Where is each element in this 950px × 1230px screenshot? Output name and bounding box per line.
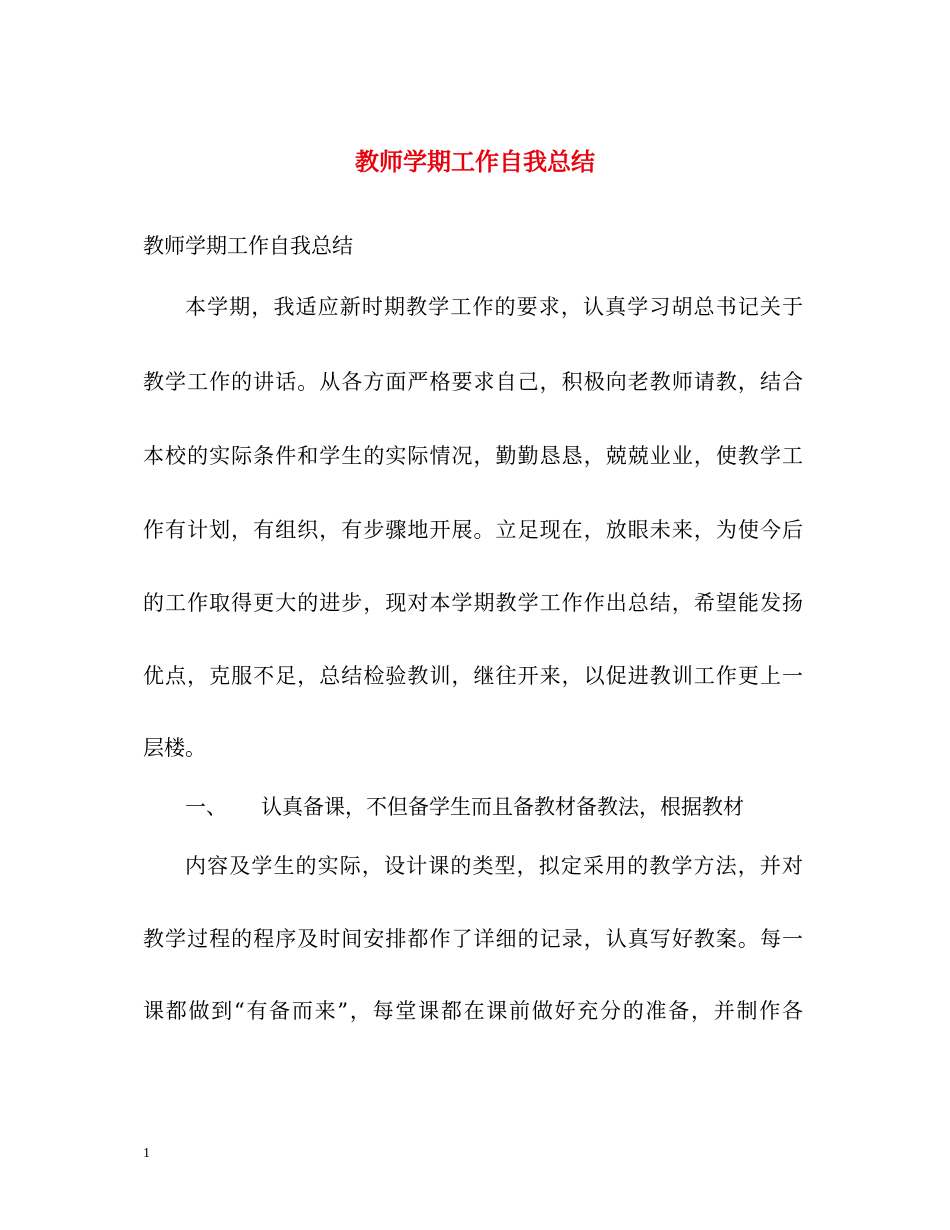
paragraph-line: 内容及学生的实际，设计课的类型，拟定采用的教学方法，并对 xyxy=(185,854,803,878)
paragraph-line: 的工作取得更大的进步，现对本学期教学工作作出总结，希望能发扬 xyxy=(143,591,803,615)
paragraph-line: 课都做到“有备而来”，每堂课都在课前做好充分的准备，并制作各 xyxy=(143,999,803,1023)
page-number: 1 xyxy=(143,1146,150,1161)
document-subtitle: 教师学期工作自我总结 xyxy=(143,234,353,258)
section-number: 一、 xyxy=(185,795,227,819)
document-title: 教师学期工作自我总结 xyxy=(355,147,595,176)
section-heading-text: 认真备课，不但备学生而且备教材备教法，根据教材 xyxy=(261,795,744,819)
paragraph-line: 作有计划，有组织，有步骤地开展。立足现在，放眼未来，为使今后 xyxy=(143,518,803,542)
paragraph-line: 教学过程的程序及时间安排都作了详细的记录，认真写好教案。每一 xyxy=(143,927,803,951)
section-heading xyxy=(185,792,803,822)
paragraph-line: 优点，克服不足，总结检验教训，继往开来，以促进教训工作更上一 xyxy=(143,664,803,688)
paragraph-line: 教学工作的讲话。从各方面严格要求自己，积极向老教师请教，结合 xyxy=(143,370,803,394)
paragraph-line: 本学期，我适应新时期教学工作的要求，认真学习胡总书记关于 xyxy=(185,295,803,319)
paragraph-line: 本校的实际条件和学生的实际情况，勤勤恳恳，兢兢业业，使教学工 xyxy=(143,444,803,468)
paragraph-line: 层楼。 xyxy=(143,736,206,760)
